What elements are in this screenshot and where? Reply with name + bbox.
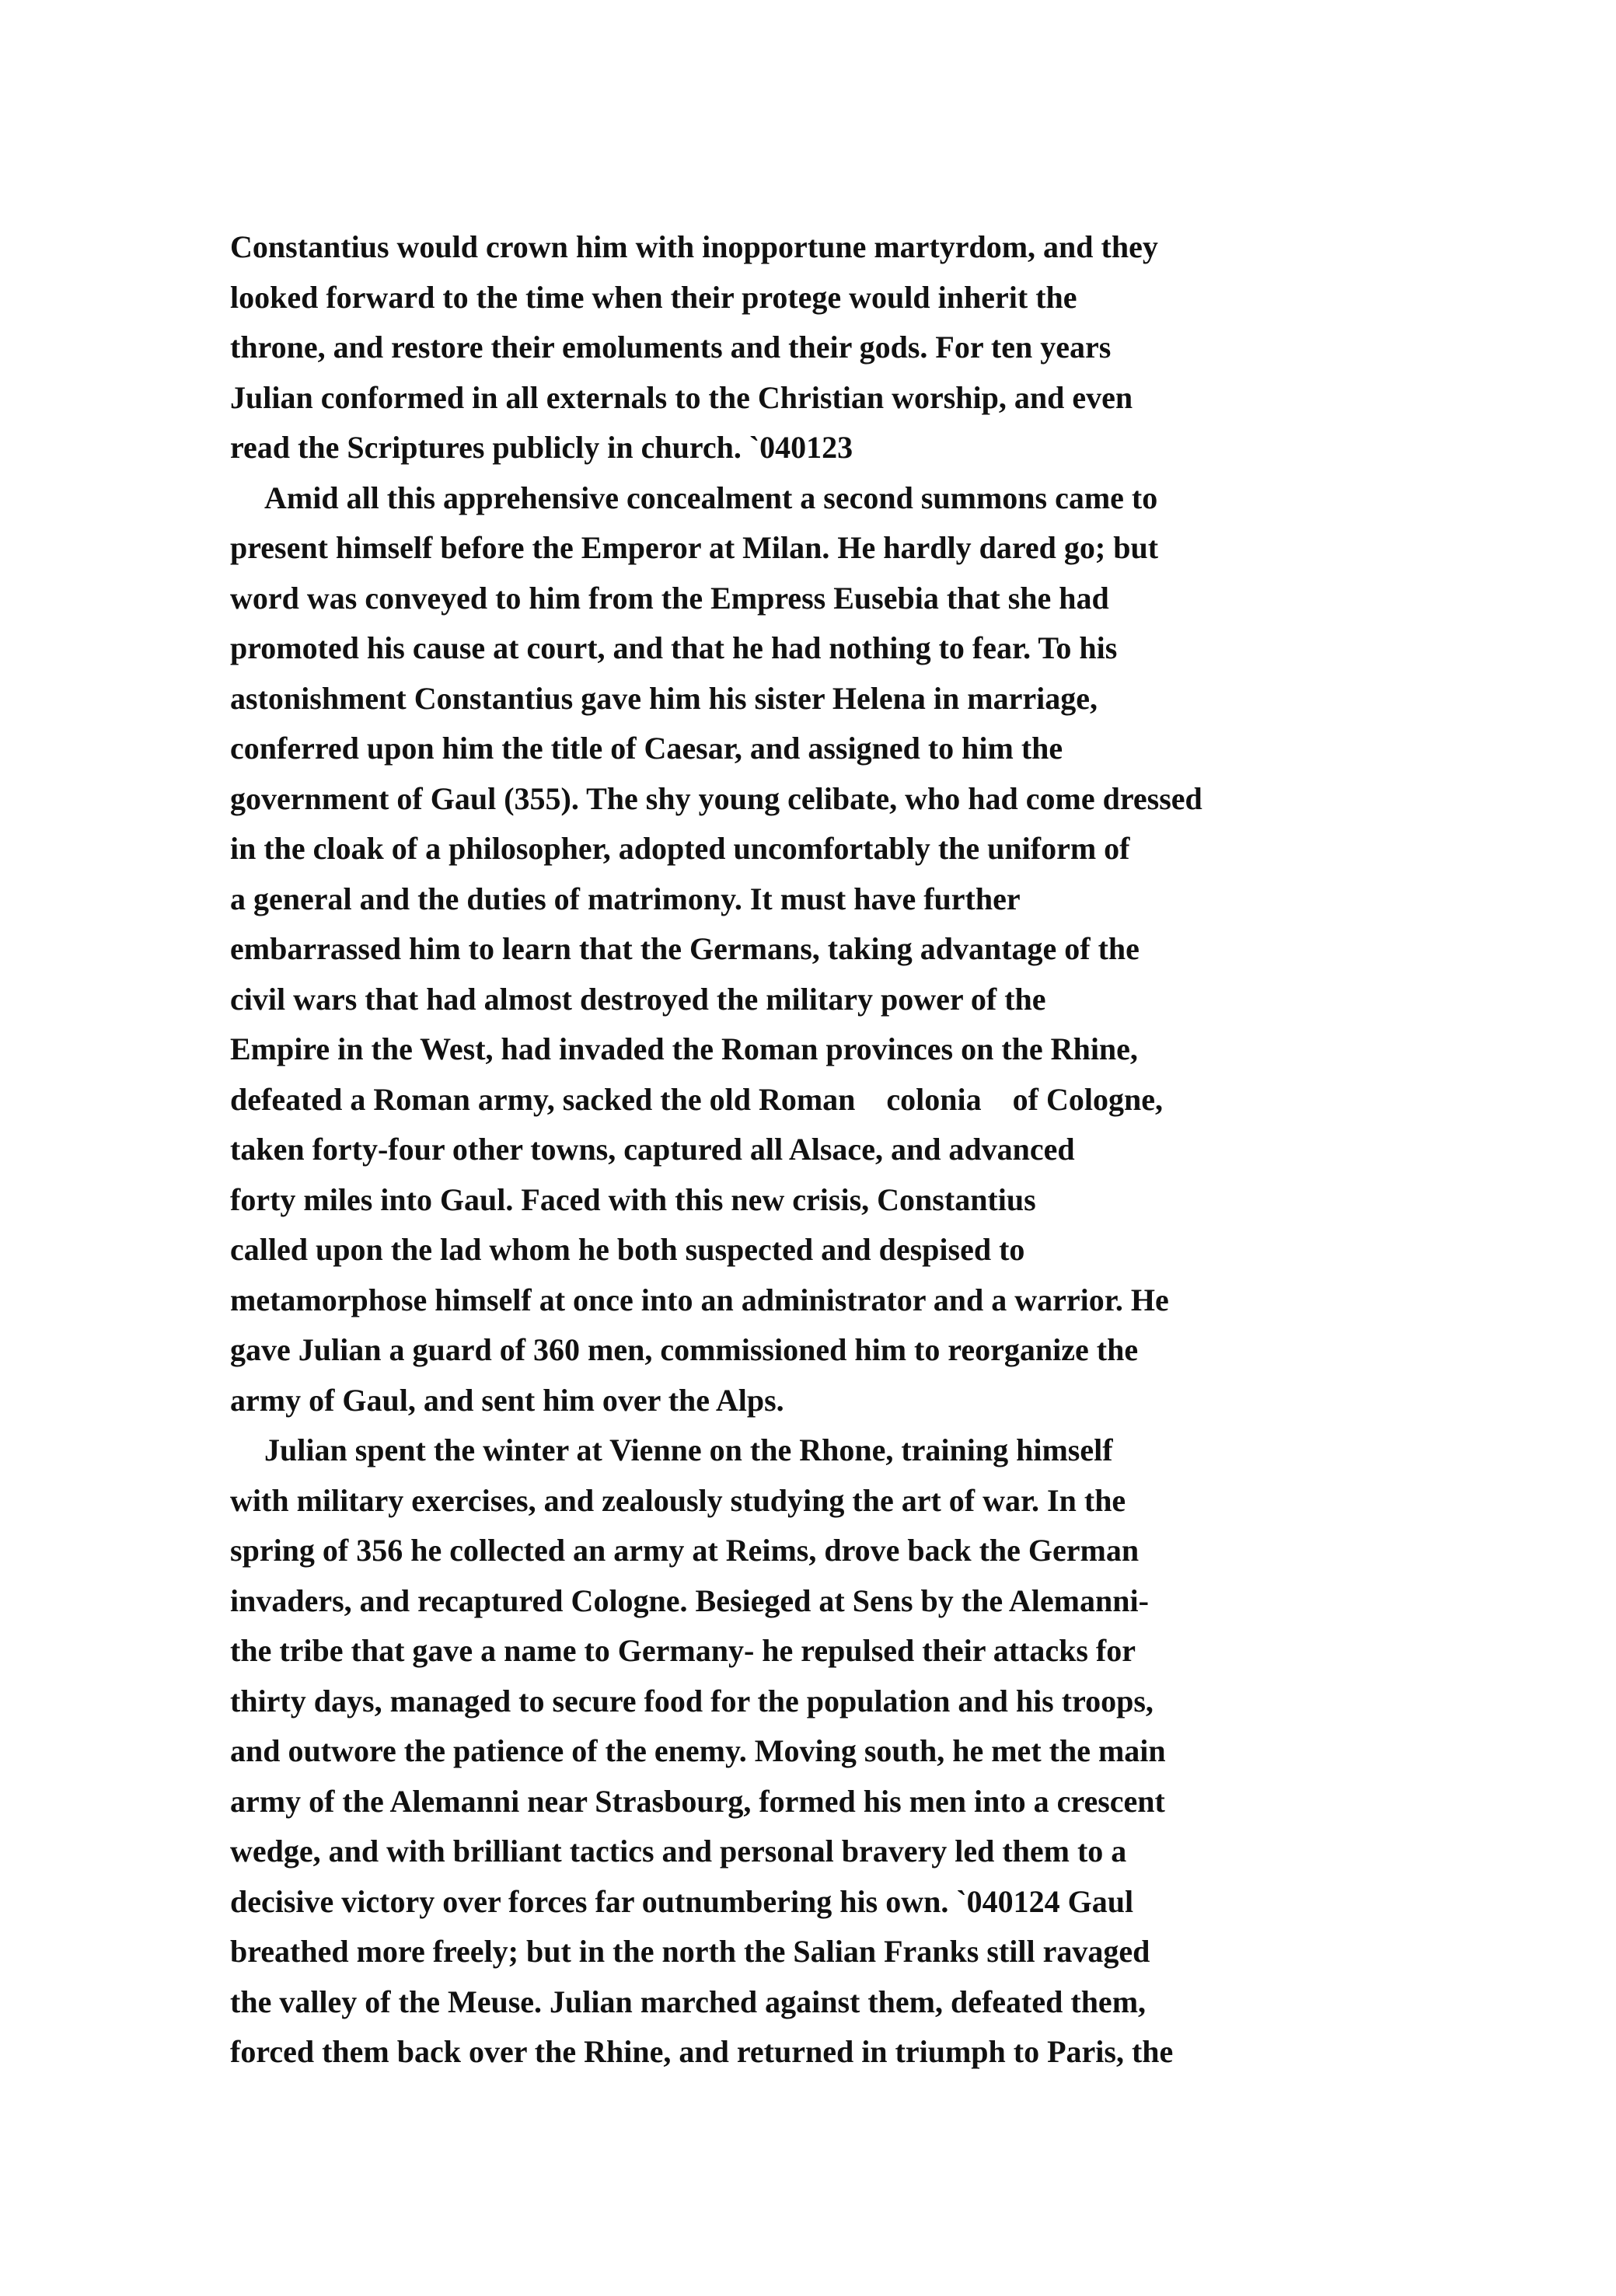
text-line: wedge, and with brilliant tactics and personal bravery led them to a <box>230 1834 1127 1869</box>
text-line: throne, and restore their emoluments and their gods. For ten years <box>230 330 1112 365</box>
text-line: breathed more freely; but in the north the Salian Franks still ravaged <box>230 1934 1150 1969</box>
text-line: army of the Alemanni near Strasbourg, formed his men into a crescent <box>230 1783 1165 1819</box>
text-line: word was conveyed to him from the Empress Eusebia that she had <box>230 580 1109 616</box>
text-line: and outwore the patience of the enemy. Moving south, he met the main <box>230 1733 1166 1768</box>
text-line: the tribe that gave a name to Germany- he repulsed their attacks for <box>230 1633 1136 1668</box>
text-line: government of Gaul (355). The shy young celibate, who had come dressed <box>230 780 1202 816</box>
text-line: conferred upon him the title of Caesar, and assigned to him the <box>230 731 1063 766</box>
text-line: defeated a Roman army, sacked the old Roman colonia of Cologne, <box>230 1081 1163 1117</box>
text-line: spring of 356 he collected an army at Reims, drove back the German <box>230 1533 1140 1568</box>
text-line: army of Gaul, and sent him over the Alps. <box>230 1382 784 1418</box>
text-line: civil wars that had almost destroyed the military power of the <box>230 981 1046 1017</box>
text-line: looked forward to the time when their protege would inherit the <box>230 279 1077 315</box>
text-line: thirty days, managed to secure food for the population and his troops, <box>230 1683 1154 1719</box>
text-line: embarrassed him to learn that the Germans, taking advantage of the <box>230 931 1140 966</box>
text-line: Julian spent the winter at Vienne on the Rhone, training himself <box>264 1432 1113 1467</box>
text-line: forced them back over the Rhine, and returned in triumph to Paris, the <box>230 2034 1174 2069</box>
text-line: Julian conformed in all externals to the Christian worship, and even <box>230 379 1133 415</box>
text-line: Empire in the West, had invaded the Roman provinces on the Rhine, <box>230 1031 1138 1066</box>
text-line: the valley of the Meuse. Julian marched against them, defeated them, <box>230 1984 1147 2019</box>
text-line: metamorphose himself at once into an administrator and a warrior. He <box>230 1282 1169 1317</box>
text-line: astonishment Constantius gave him his sister Helena in marriage, <box>230 680 1098 716</box>
text-line: taken forty-four other towns, captured all Alsace, and advanced <box>230 1132 1075 1167</box>
text-line: with military exercises, and zealously studying the art of war. In the <box>230 1482 1126 1518</box>
text-line: decisive victory over forces far outnumbering his own. `040124 Gaul <box>230 1883 1134 1919</box>
text-line: Amid all this apprehensive concealment a second summons came to <box>264 480 1158 515</box>
text-line: Constantius would crown him with inopportune martyrdom, and they <box>230 229 1158 264</box>
text-line: present himself before the Emperor at Milan. He hardly dared go; but <box>230 530 1159 565</box>
text-line: forty miles into Gaul. Faced with this new crisis, Constantius <box>230 1181 1036 1217</box>
text-line: called upon the lad whom he both suspected and despised to <box>230 1232 1025 1267</box>
text-line: read the Scriptures publicly in church. `040123 <box>230 430 853 465</box>
text-line: promoted his cause at court, and that he had nothing to fear. To his <box>230 630 1118 665</box>
text-line: in the cloak of a philosopher, adopted uncomfortably the uniform of <box>230 831 1130 866</box>
text-line: invaders, and recaptured Cologne. Besieged at Sens by the Alemanni- <box>230 1582 1149 1618</box>
text-line: gave Julian a guard of 360 men, commissioned him to reorganize the <box>230 1332 1139 1367</box>
text-line: a general and the duties of matrimony. It must have further <box>230 881 1021 916</box>
